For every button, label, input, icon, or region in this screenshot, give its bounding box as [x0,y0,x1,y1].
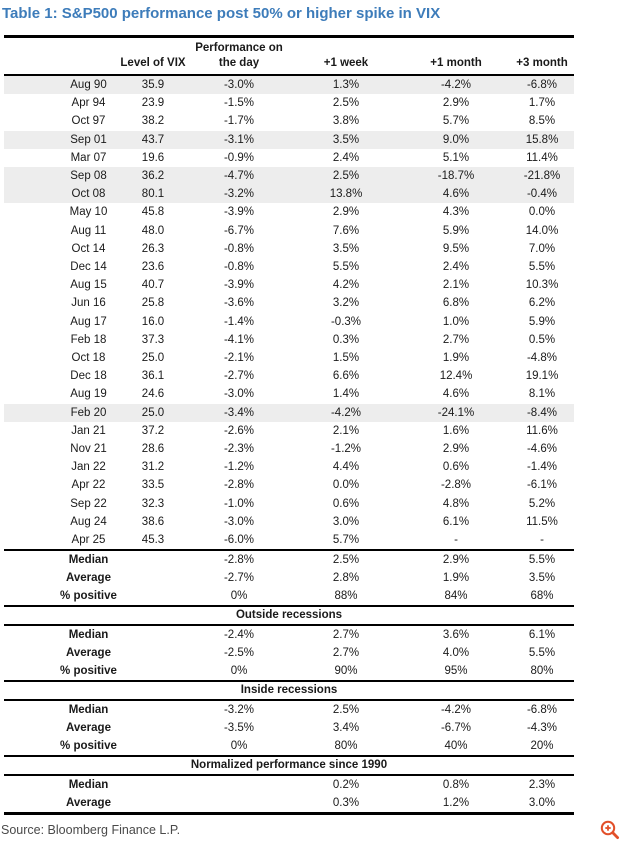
perf-week-cell: 3.4% [332,722,360,735]
perf-month1-cell: 6.8% [442,297,470,310]
episode-date-cell: Apr 22 [71,479,106,492]
section-header-body [4,756,574,775]
perf-month3-cell: 5.5% [510,550,574,569]
episode-row [4,495,574,513]
episode-row [4,222,574,240]
summary-label-cell: % positive [60,740,117,753]
perf-month1-cell: -18.7% [402,167,510,185]
perf-month1-cell: 95% [444,665,468,678]
vix-empty-cell [118,775,188,794]
perf-month1-cell: 5.7% [442,115,470,128]
episode-row [4,367,574,385]
perf-month3-cell: -6.8% [510,700,574,719]
vix-level-cell: 26.3 [141,242,165,255]
perf-month3-cell: 19.1% [525,370,559,383]
episode-date-cell: Dec 18 [70,370,107,383]
vix-empty-cell [118,794,188,814]
section-header-body [4,606,574,625]
perf-week-cell: -1.2% [330,443,362,456]
perf-month3-cell: 1.7% [528,97,556,110]
perf-month3-cell: 11.5% [526,515,558,528]
perf-month3-cell: 80% [530,665,554,678]
vix-level-cell: 37.3 [141,333,165,346]
summary-stats-body [4,550,574,606]
perf-week-cell: 1.5% [332,352,360,365]
episode-row [4,404,574,422]
summary-label-cell: % positive [60,665,117,678]
perf-day-cell: -2.8% [188,550,290,569]
vix-empty-cell [118,587,188,606]
perf-day-cell: -2.1% [223,352,255,365]
perf-day-cell: -2.6% [223,424,255,437]
perf-month3-cell: 3.0% [510,794,574,814]
episode-row [4,240,574,258]
perf-month3-cell: 3.5% [528,572,556,585]
summary-row [4,550,574,569]
episode-date-cell: Aug 24 [70,515,107,528]
perf-day-cell: -6.0% [223,534,255,547]
summary-label-cell: Median [4,625,118,644]
perf-month3-cell: -6.1% [526,479,558,492]
vix-level-cell: 36.2 [118,167,188,185]
header-spacer [402,37,510,57]
perf-month3-cell: 0.5% [528,333,556,346]
episode-row [4,294,574,312]
perf-day-cell: -3.4% [188,404,290,422]
vix-empty-cell [118,737,188,756]
perf-month3-cell: 6.2% [528,297,556,310]
perf-month3-cell: 11.4% [526,151,558,164]
perf-month3-cell: -4.8% [526,352,558,365]
vix-level-cell: 40.7 [141,279,165,292]
episode-date-cell: Nov 21 [70,443,107,456]
episode-date-cell: Aug 15 [70,279,107,292]
summary-row [4,737,574,756]
perf-day-cell: -2.5% [223,647,255,660]
episode-date-cell: Feb 20 [4,404,118,422]
episode-row [4,531,574,550]
perf-month1-cell: 2.4% [442,261,470,274]
perf-week-cell: 4.4% [332,461,360,474]
perf-month3-cell: 0.0% [528,206,556,219]
vix-level-cell: 23.6 [141,261,165,274]
perf-month1-cell: 2.7% [442,333,470,346]
perf-month1-cell: 1.0% [442,315,470,328]
footer [0,819,620,840]
column-header-month3: +3 month [510,56,574,75]
perf-day-cell: -3.5% [223,722,255,735]
episode-row [4,331,574,349]
section-header-row [4,756,574,775]
vix-level-cell: 19.6 [141,151,165,164]
perf-week-cell: 2.5% [332,97,360,110]
perf-day-cell [188,775,290,794]
perf-month3-cell: 5.5% [528,647,556,660]
perf-month1-cell: 5.1% [442,151,470,164]
perf-week-cell: 3.2% [332,297,360,310]
perf-week-cell: 0.2% [290,775,402,794]
perf-week-cell: 3.8% [332,115,360,128]
perf-day-cell: -3.2% [188,700,290,719]
vix-level-cell: 45.8 [141,206,165,219]
perf-week-cell: 1.3% [290,75,402,94]
vix-level-cell: 37.2 [141,424,165,437]
episode-date-cell: Jun 16 [71,297,106,310]
summary-label-cell: Average [4,794,118,814]
perf-week-cell: 3.5% [332,242,360,255]
vix-empty-cell [118,662,188,681]
header-spacer [510,37,574,57]
vix-level-cell: 36.1 [141,370,165,383]
section-header-row [4,681,574,700]
episode-row [4,422,574,440]
vix-empty-cell [118,550,188,569]
perf-month3-cell: -4.3% [526,722,558,735]
perf-month3-cell: 15.8% [510,131,574,149]
summary-row [4,644,574,662]
perf-month3-cell: 20% [530,740,554,753]
perf-month1-cell: -2.8% [440,479,472,492]
perf-day-cell: -2.7% [223,370,255,383]
perf-day-cell: -3.9% [223,206,255,219]
vix-level-cell: 80.1 [118,185,188,203]
perf-month1-cell: 0.8% [402,775,510,794]
perf-month1-cell: 2.9% [442,443,470,456]
section-header-label: Normalized performance since 1990 [4,756,574,775]
perf-week-cell: 6.6% [332,370,360,383]
episode-date-cell: Aug 11 [70,224,107,237]
perf-week-cell: 2.5% [290,167,402,185]
perf-month1-cell: 2.1% [442,279,470,292]
perf-week-cell: 0.3% [290,794,402,814]
table-header [4,37,574,76]
summary-row [4,569,574,587]
perf-month3-cell: 6.1% [510,625,574,644]
perf-month1-cell: - [454,534,458,547]
perf-week-cell: 5.5% [332,261,360,274]
perf-week-cell: 1.4% [332,388,360,401]
perf-day-cell: -2.7% [223,572,255,585]
perf-day-cell: 0% [230,740,248,753]
summary-row [4,625,574,644]
perf-month1-cell: 3.6% [402,625,510,644]
perf-day-cell: -1.7% [223,115,255,128]
perf-month1-cell: -4.2% [402,75,510,94]
perf-day-cell: -4.1% [223,333,255,346]
perf-day-cell: -1.5% [223,97,255,110]
perf-day-cell: -3.1% [188,131,290,149]
perf-day-cell: 0% [230,665,248,678]
zoom-in-icon[interactable] [599,819,620,840]
episode-row [4,258,574,276]
perf-month3-cell: -21.8% [510,167,574,185]
episode-date-cell: Apr 94 [71,97,106,110]
vix-level-cell: 43.7 [118,131,188,149]
perf-month3-cell: - [540,534,544,547]
perf-day-cell: -0.8% [223,242,255,255]
vix-level-cell: 28.6 [141,443,165,456]
section-header-body [4,681,574,700]
header-spacer [290,37,402,57]
perf-month1-cell: -6.7% [440,722,472,735]
episode-date-cell: Feb 18 [70,333,107,346]
perf-month3-cell: 8.1% [528,388,556,401]
vix-empty-cell [118,719,188,737]
perf-week-cell: 2.4% [332,151,360,164]
vix-empty-cell [118,569,188,587]
episode-date-cell: Apr 25 [71,534,106,547]
section-header-label: Outside recessions [4,606,574,625]
episode-row [4,440,574,458]
perf-month3-cell: -0.4% [510,185,574,203]
header-spacer [4,37,118,57]
perf-day-cell [188,794,290,814]
header-spacer [118,37,188,57]
column-header-week: +1 week [290,56,402,75]
perf-month1-cell: 2.9% [402,550,510,569]
summary-label-cell: Average [66,647,111,660]
perf-week-cell: 7.6% [332,224,360,237]
vix-level-cell: 32.3 [141,497,165,510]
episode-row [4,458,574,476]
summary-row [4,587,574,606]
perf-month3-cell: -1.4% [526,461,558,474]
vix-level-cell: 23.9 [141,97,165,110]
vix-performance-table [4,35,574,815]
perf-week-cell: 2.9% [332,206,360,219]
episode-date-cell: Aug 19 [70,388,107,401]
episode-row [4,94,574,112]
summary-label-cell: Median [4,775,118,794]
source-note: Source: Bloomberg Finance L.P. [1,822,181,837]
episode-row [4,349,574,367]
perf-week-cell: 90% [334,665,358,678]
episode-date-cell: Aug 17 [70,315,107,328]
episode-row [4,131,574,149]
perf-week-cell: 4.2% [332,279,360,292]
episode-date-cell: Jan 21 [71,424,106,437]
perf-month1-cell: 4.6% [442,388,470,401]
section-header-row [4,606,574,625]
perf-week-cell: 2.5% [290,550,402,569]
vix-empty-cell [118,644,188,662]
perf-month1-cell: 2.9% [442,97,470,110]
perf-month3-cell: 2.3% [510,775,574,794]
perf-month3-cell: 5.2% [528,497,556,510]
vix-level-cell: 48.0 [141,224,165,237]
perf-day-cell: -3.0% [223,515,255,528]
summary-row [4,775,574,794]
perf-month3-cell: 5.5% [528,261,556,274]
summary-label-cell: Median [4,550,118,569]
perf-day-cell: -1.0% [223,497,255,510]
perf-week-cell: 0.6% [332,497,360,510]
vix-level-cell: 25.8 [141,297,165,310]
column-header-vix-level: Level of VIX [118,56,188,75]
episode-row [4,185,574,203]
header-row-1 [4,37,574,57]
episode-row [4,385,574,403]
perf-day-cell: -2.4% [188,625,290,644]
perf-month3-cell: 7.0% [528,242,556,255]
vix-level-cell: 33.5 [141,479,165,492]
episode-date-cell: Sep 01 [4,131,118,149]
section-header-label: Inside recessions [4,681,574,700]
vix-level-cell: 38.2 [141,115,165,128]
perf-day-cell: 0% [230,590,248,603]
summary-row [4,794,574,814]
perf-week-cell: 5.7% [332,534,360,547]
perf-month1-cell: -24.1% [402,404,510,422]
perf-day-cell: -3.6% [223,297,255,310]
vix-level-cell: 31.2 [141,461,165,474]
perf-month1-cell: 4.6% [402,185,510,203]
perf-day-cell: -3.2% [188,185,290,203]
summary-stats-body [4,700,574,756]
summary-label-cell: % positive [60,590,117,603]
perf-week-cell: 0.0% [332,479,360,492]
perf-month1-cell: 1.2% [402,794,510,814]
perf-month3-cell: -6.8% [510,75,574,94]
episode-row [4,167,574,185]
vix-level-cell: 38.6 [141,515,165,528]
perf-week-cell: 80% [334,740,358,753]
perf-month3-cell: -4.6% [526,443,558,456]
episode-date-cell: Mar 07 [70,151,107,164]
vix-level-cell: 25.0 [141,352,165,365]
summary-stats-body [4,775,574,814]
perf-month1-cell: 1.9% [442,572,470,585]
header-row-2 [4,56,574,75]
column-header-day: the day [188,56,290,75]
episode-date-cell: Sep 22 [70,497,107,510]
perf-month3-cell: 14.0% [525,224,559,237]
summary-row [4,719,574,737]
episode-row [4,203,574,221]
perf-day-cell: -2.3% [223,443,255,456]
episode-date-cell: Oct 14 [71,242,106,255]
episode-date-cell: Dec 14 [70,261,107,274]
summary-row [4,662,574,681]
perf-week-cell: 2.7% [332,647,360,660]
perf-month1-cell: 9.0% [402,131,510,149]
perf-week-cell: 0.3% [332,333,360,346]
perf-month3-cell: 10.3% [525,279,559,292]
perf-week-cell: 2.8% [332,572,360,585]
perf-day-cell: -1.2% [223,461,255,474]
perf-week-cell: -4.2% [290,404,402,422]
vix-empty-cell [118,700,188,719]
perf-month1-cell: 4.0% [442,647,470,660]
summary-label-cell: Average [66,572,111,585]
episode-row [4,476,574,494]
perf-day-cell: -3.0% [188,75,290,94]
episodes-body [4,75,574,550]
perf-month1-cell: 1.6% [442,424,470,437]
perf-week-cell: 2.5% [290,700,402,719]
episode-row [4,513,574,531]
perf-month3-cell: -8.4% [510,404,574,422]
episode-row [4,276,574,294]
summary-label-cell: Average [66,722,111,735]
perf-week-cell: 3.5% [290,131,402,149]
perf-day-cell: -3.0% [223,388,255,401]
perf-month1-cell: 9.5% [442,242,470,255]
episode-date-cell: Oct 18 [71,352,106,365]
perf-month1-cell: 4.3% [442,206,470,219]
perf-day-cell: -2.8% [223,479,255,492]
perf-day-cell: -0.9% [223,151,255,164]
episode-row [4,75,574,94]
summary-stats-body [4,625,574,681]
perf-day-cell: -0.8% [223,261,255,274]
perf-month3-cell: 68% [530,590,554,603]
vix-level-cell: 16.0 [141,315,165,328]
perf-week-cell: 2.1% [332,424,360,437]
perf-day-cell: -4.7% [188,167,290,185]
episode-date-cell: Sep 08 [4,167,118,185]
perf-week-cell: 13.8% [290,185,402,203]
summary-row [4,700,574,719]
vix-level-cell: 35.9 [118,75,188,94]
perf-month3-cell: 11.6% [526,424,558,437]
perf-week-cell: 2.7% [290,625,402,644]
perf-month1-cell: 40% [444,740,468,753]
episode-row [4,112,574,130]
column-header-performance-line1: Performance on [188,37,290,57]
perf-month3-cell: 8.5% [528,115,556,128]
perf-day-cell: -6.7% [223,224,255,237]
perf-week-cell: 3.0% [332,515,360,528]
column-header-month1: +1 month [402,56,510,75]
summary-label-cell: Median [4,700,118,719]
perf-day-cell: -1.4% [223,315,255,328]
episode-date-cell: Aug 90 [4,75,118,94]
column-header-episode [4,56,118,75]
vix-level-cell: 25.0 [118,404,188,422]
perf-month1-cell: 12.4% [439,370,473,383]
perf-month1-cell: 6.1% [442,515,470,528]
perf-week-cell: 88% [334,590,358,603]
perf-week-cell: -0.3% [330,315,362,328]
vix-empty-cell [118,625,188,644]
perf-month1-cell: 84% [444,590,468,603]
perf-month1-cell: -4.2% [402,700,510,719]
perf-month1-cell: 5.9% [442,224,470,237]
episode-date-cell: May 10 [69,206,108,219]
episode-date-cell: Oct 97 [71,115,106,128]
episode-date-cell: Jan 22 [71,461,106,474]
perf-month1-cell: 0.6% [442,461,470,474]
table-title: Table 1: S&P500 performance post 50% or higher spike in VIX [2,5,441,22]
episode-row [4,313,574,331]
vix-level-cell: 24.6 [141,388,165,401]
perf-month3-cell: 5.9% [528,315,556,328]
perf-month1-cell: 1.9% [442,352,470,365]
episode-row [4,149,574,167]
vix-level-cell: 45.3 [141,534,165,547]
perf-day-cell: -3.9% [223,279,255,292]
episode-date-cell: Oct 08 [4,185,118,203]
perf-month1-cell: 4.8% [442,497,470,510]
